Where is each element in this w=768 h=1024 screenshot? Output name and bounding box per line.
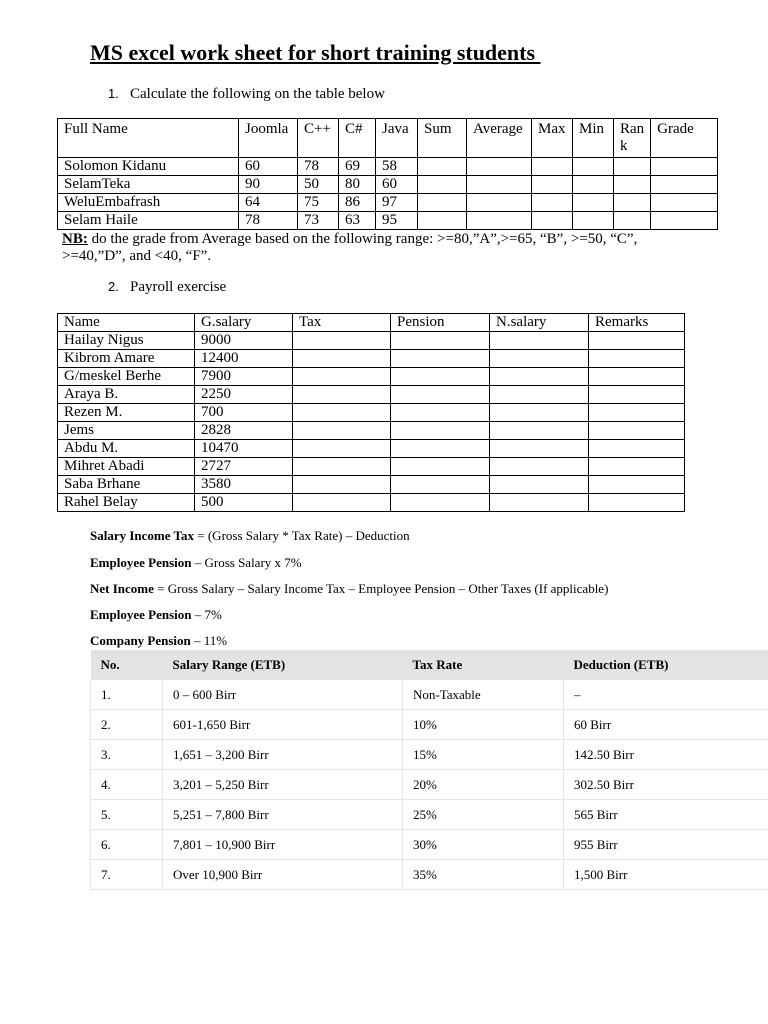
- table-cell: [589, 332, 685, 350]
- header-cell: G.salary: [195, 314, 293, 332]
- table-row: [91, 740, 768, 770]
- table-cell: 73: [298, 212, 339, 230]
- table-cell: 2.: [91, 710, 163, 740]
- table-row: [58, 422, 685, 440]
- table-cell: [391, 458, 490, 476]
- header-cell: Tax: [293, 314, 391, 332]
- table-cell: [293, 350, 391, 368]
- table-cell: Kibrom Amare: [58, 350, 195, 368]
- grading-note: [62, 231, 662, 265]
- table-row: [58, 212, 718, 230]
- formula-text: = Gross Salary – Salary Income Tax – Employee Pension – Other Taxes (If applicable): [153, 581, 609, 596]
- table-cell: 3.: [91, 740, 163, 770]
- table-cell: [614, 176, 651, 194]
- table-cell: 3580: [195, 476, 293, 494]
- table-row: [58, 476, 685, 494]
- table-cell: [490, 494, 589, 512]
- table-cell: [614, 212, 651, 230]
- table-cell: SelamTeka: [58, 176, 239, 194]
- header-cell: Grade: [651, 119, 718, 158]
- table-cell: [490, 458, 589, 476]
- header-cell: C#: [339, 119, 376, 158]
- table-cell: 5.: [91, 800, 163, 830]
- table-cell: [532, 212, 573, 230]
- table-cell: 12400: [195, 350, 293, 368]
- table-cell: 97: [376, 194, 418, 212]
- table-cell: [589, 404, 685, 422]
- table-cell: Rezen M.: [58, 404, 195, 422]
- table-cell: [293, 368, 391, 386]
- table-cell: G/meskel Berhe: [58, 368, 195, 386]
- table-cell: [293, 440, 391, 458]
- table-cell: Abdu M.: [58, 440, 195, 458]
- table-cell: 10470: [195, 440, 293, 458]
- formula-term: Company Pension: [90, 633, 191, 648]
- header-cell: N.salary: [490, 314, 589, 332]
- formula-text: – 7%: [191, 607, 222, 622]
- note-label: NB:: [62, 231, 88, 247]
- table-cell: 601-1,650 Birr: [163, 710, 403, 740]
- table-cell: [418, 158, 467, 176]
- header-cell: Java: [376, 119, 418, 158]
- table-cell: [293, 386, 391, 404]
- table-cell: 6.: [91, 830, 163, 860]
- table-cell: 700: [195, 404, 293, 422]
- header-cell: Deduction (ETB): [564, 650, 768, 680]
- table-cell: Over 10,900 Birr: [163, 860, 403, 890]
- header-cell: Pension: [391, 314, 490, 332]
- table-cell: 86: [339, 194, 376, 212]
- table-cell: Solomon Kidanu: [58, 158, 239, 176]
- table-cell: 20%: [403, 770, 564, 800]
- table-cell: [589, 458, 685, 476]
- header-cell: Full Name: [58, 119, 239, 158]
- table-cell: Jems: [58, 422, 195, 440]
- header-cell: No.: [91, 650, 163, 680]
- table-row: [58, 332, 685, 350]
- table-row: [58, 404, 685, 422]
- table-cell: 60 Birr: [564, 710, 768, 740]
- formula-company-pension-rate: [90, 633, 227, 649]
- table-cell: 2250: [195, 386, 293, 404]
- table-cell: [490, 476, 589, 494]
- formula-term: Net Income: [90, 581, 154, 596]
- table-cell: Selam Haile: [58, 212, 239, 230]
- table-cell: [467, 158, 532, 176]
- table-cell: [614, 158, 651, 176]
- formula-text: = (Gross Salary * Tax Rate) – Deduction: [194, 528, 410, 543]
- marks-table-body: [58, 158, 718, 230]
- table-cell: 78: [239, 212, 298, 230]
- table-cell: [589, 350, 685, 368]
- formula-text: – Gross Salary x 7%: [191, 555, 302, 570]
- table-cell: [391, 332, 490, 350]
- table-cell: 95: [376, 212, 418, 230]
- table-cell: [573, 212, 614, 230]
- payroll-table-body: [58, 332, 685, 512]
- table-cell: [589, 386, 685, 404]
- table-cell: [391, 440, 490, 458]
- table-cell: [391, 404, 490, 422]
- table-cell: 302.50 Birr: [564, 770, 768, 800]
- table-cell: 15%: [403, 740, 564, 770]
- table-cell: [532, 194, 573, 212]
- table-cell: [467, 194, 532, 212]
- table-cell: Non-Taxable: [403, 680, 564, 710]
- table-cell: [490, 422, 589, 440]
- header-cell: Sum: [418, 119, 467, 158]
- table-cell: 25%: [403, 800, 564, 830]
- header-cell: C++: [298, 119, 339, 158]
- formula-income-tax: [90, 528, 410, 544]
- table-cell: [614, 194, 651, 212]
- formula-employee-pension: [90, 555, 302, 571]
- table-cell: –: [564, 680, 768, 710]
- table-row: [91, 860, 768, 890]
- table-cell: [391, 386, 490, 404]
- table-cell: 80: [339, 176, 376, 194]
- table-cell: [490, 386, 589, 404]
- table-cell: 565 Birr: [564, 800, 768, 830]
- table-cell: 50: [298, 176, 339, 194]
- list-text: Payroll exercise: [130, 279, 227, 295]
- table-row: [91, 680, 768, 710]
- table-cell: [490, 440, 589, 458]
- table-header-row: [58, 314, 685, 332]
- list-number: 2.: [108, 279, 119, 294]
- header-cell: Joomla: [239, 119, 298, 158]
- table-cell: [418, 194, 467, 212]
- table-cell: 1,500 Birr: [564, 860, 768, 890]
- table-cell: [651, 176, 718, 194]
- table-cell: 3,201 – 5,250 Birr: [163, 770, 403, 800]
- table-cell: [589, 476, 685, 494]
- formula-employee-pension-rate: [90, 607, 222, 623]
- table-header-row: [58, 119, 718, 158]
- note-text: do the grade from Average based on the following range: >=80,”A”,>=65, “B”, >=50, “C”, >=40,”D”, and <40, “F”.: [62, 231, 638, 264]
- table-cell: [651, 212, 718, 230]
- table-cell: 30%: [403, 830, 564, 860]
- table-cell: [573, 194, 614, 212]
- table-cell: 4.: [91, 770, 163, 800]
- header-cell: Salary Range (ETB): [163, 650, 403, 680]
- table-cell: [391, 476, 490, 494]
- table-cell: [532, 176, 573, 194]
- page-title: MS excel work sheet for short training students: [90, 40, 541, 65]
- table-cell: [490, 332, 589, 350]
- list-number: 1.: [108, 86, 119, 101]
- header-cell: Max: [532, 119, 573, 158]
- table-cell: 9000: [195, 332, 293, 350]
- header-cell: Ran k: [614, 119, 651, 158]
- table-cell: 10%: [403, 710, 564, 740]
- formula-term: Employee Pension: [90, 555, 192, 570]
- table-row: [58, 386, 685, 404]
- table-row: [91, 770, 768, 800]
- table-cell: [293, 332, 391, 350]
- list-text: Calculate the following on the table below: [130, 86, 385, 102]
- header-cell: Min: [573, 119, 614, 158]
- table-cell: 78: [298, 158, 339, 176]
- table-row: [58, 158, 718, 176]
- table-cell: [391, 350, 490, 368]
- table-cell: 64: [239, 194, 298, 212]
- header-cell: Name: [58, 314, 195, 332]
- table-cell: [418, 212, 467, 230]
- table-row: [58, 368, 685, 386]
- table-cell: 142.50 Birr: [564, 740, 768, 770]
- table-cell: 0 – 600 Birr: [163, 680, 403, 710]
- table-cell: 7900: [195, 368, 293, 386]
- table-cell: 5,251 – 7,800 Birr: [163, 800, 403, 830]
- formula-net-income: [90, 581, 608, 597]
- table-row: [58, 494, 685, 512]
- table-cell: [490, 404, 589, 422]
- table-cell: [490, 368, 589, 386]
- formula-term: Employee Pension: [90, 607, 192, 622]
- payroll-table: [57, 313, 685, 512]
- table-cell: [651, 194, 718, 212]
- marks-table: [57, 118, 718, 230]
- table-cell: Mihret Abadi: [58, 458, 195, 476]
- table-cell: 69: [339, 158, 376, 176]
- table-cell: 2727: [195, 458, 293, 476]
- formula-term: Salary Income Tax: [90, 528, 195, 543]
- table-cell: 63: [339, 212, 376, 230]
- table-cell: 1.: [91, 680, 163, 710]
- table-cell: [589, 440, 685, 458]
- table-cell: Rahel Belay: [58, 494, 195, 512]
- table-cell: [589, 368, 685, 386]
- table-row: [58, 458, 685, 476]
- table-cell: Saba Brhane: [58, 476, 195, 494]
- tax-table-body: [91, 680, 768, 890]
- tax-rate-table: [90, 650, 768, 890]
- table-cell: [467, 176, 532, 194]
- table-cell: [532, 158, 573, 176]
- header-cell: Average: [467, 119, 532, 158]
- formula-text: – 11%: [190, 633, 228, 648]
- table-cell: 60: [376, 176, 418, 194]
- table-cell: [391, 422, 490, 440]
- table-row: [91, 830, 768, 860]
- table-cell: [490, 350, 589, 368]
- table-cell: 7,801 – 10,900 Birr: [163, 830, 403, 860]
- table-cell: [293, 476, 391, 494]
- table-row: [91, 710, 768, 740]
- table-row: [58, 350, 685, 368]
- table-cell: WeluEmbafrash: [58, 194, 239, 212]
- table-cell: [573, 158, 614, 176]
- table-row: [58, 194, 718, 212]
- table-row: [91, 800, 768, 830]
- table-cell: [293, 458, 391, 476]
- table-cell: Araya B.: [58, 386, 195, 404]
- table-cell: 90: [239, 176, 298, 194]
- header-cell: Remarks: [589, 314, 685, 332]
- table-cell: [293, 404, 391, 422]
- table-cell: [589, 422, 685, 440]
- table-cell: [391, 368, 490, 386]
- table-row: [58, 440, 685, 458]
- table-cell: [293, 422, 391, 440]
- table-header-row: [91, 650, 768, 680]
- table-cell: 35%: [403, 860, 564, 890]
- table-cell: [651, 158, 718, 176]
- table-cell: [589, 494, 685, 512]
- table-cell: [418, 176, 467, 194]
- table-cell: 75: [298, 194, 339, 212]
- header-cell: Tax Rate: [403, 650, 564, 680]
- table-cell: 7.: [91, 860, 163, 890]
- table-cell: 500: [195, 494, 293, 512]
- table-cell: 1,651 – 3,200 Birr: [163, 740, 403, 770]
- table-row: [58, 176, 718, 194]
- table-cell: Hailay Nigus: [58, 332, 195, 350]
- table-cell: 58: [376, 158, 418, 176]
- table-cell: 2828: [195, 422, 293, 440]
- table-cell: [391, 494, 490, 512]
- table-cell: 955 Birr: [564, 830, 768, 860]
- table-cell: [293, 494, 391, 512]
- table-cell: [467, 212, 532, 230]
- table-cell: [573, 176, 614, 194]
- table-cell: 60: [239, 158, 298, 176]
